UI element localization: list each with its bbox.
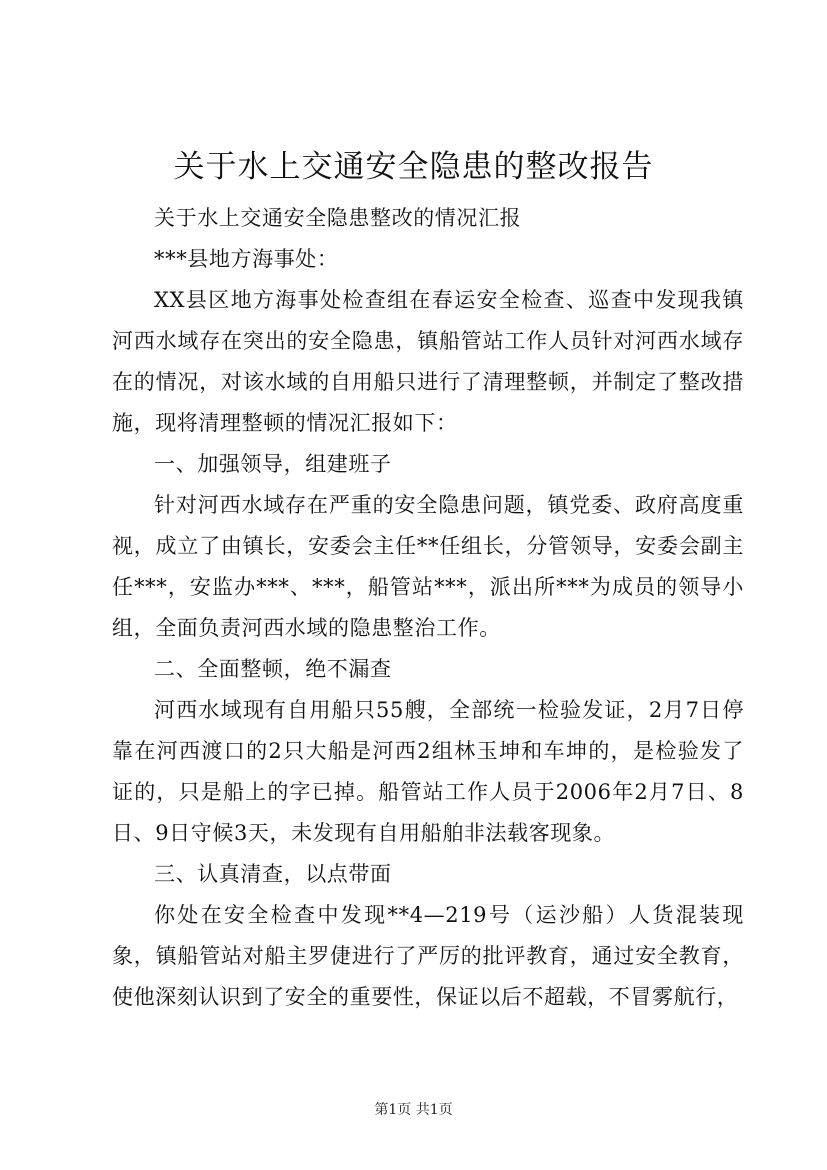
paragraph-subtitle: 关于水上交通安全隐患整改的情况汇报 [154, 206, 522, 230]
section-heading-2: 二、全面整顿，绝不漏查 [154, 657, 392, 681]
paragraph-addressee: ***县地方海事处： [154, 247, 339, 271]
paragraph-section-2: 河西水域现有自用船只55艘，全部统一检验发证，2月7日停靠在河西渡口的2只大船是河西2组林玉坤和车坤的，是检验发了证的，只是船上的字已掉。船管站工作人员于2006年2月7日、8日、9日守候3天，未发现有自用船舶非法载客现象。 [112, 698, 744, 845]
paragraph-section-1: 针对河西水域存在严重的安全隐患问题，镇党委、政府高度重视，成立了由镇长，安委会主任**任组长，分管领导，安委会副主任***，安监办***、***，船管站***，派出所***为成员的领导小组，全面负责河西水域的隐患整治工作。 [112, 493, 744, 640]
paragraph-intro: XX县区地方海事处检查组在春运安全检查、巡查中发现我镇河西水域存在突出的安全隐患，镇船管站工作人员针对河西水域存在的情况，对该水域的自用船只进行了清理整顿，并制定了整改措施，现将清理整顿的情况汇报如下： [112, 288, 744, 435]
section-heading-1: 一、加强领导，组建班子 [154, 452, 392, 476]
page-number-footer: 第1页 共1页 [374, 1102, 453, 1118]
section-heading-3: 三、认真清查，以点带面 [154, 862, 392, 886]
document-title: 关于水上交通安全隐患的整改报告 [173, 149, 654, 185]
paragraph-section-3: 你处在安全检查中发现**4—219号（运沙船）人货混装现象，镇船管站对船主罗倢进行了严厉的批评教育，通过安全教育，使他深刻认识到了安全的重要性，保证以后不超载，不冒雾航行， [112, 903, 744, 1009]
document-body [112, 198, 744, 1018]
